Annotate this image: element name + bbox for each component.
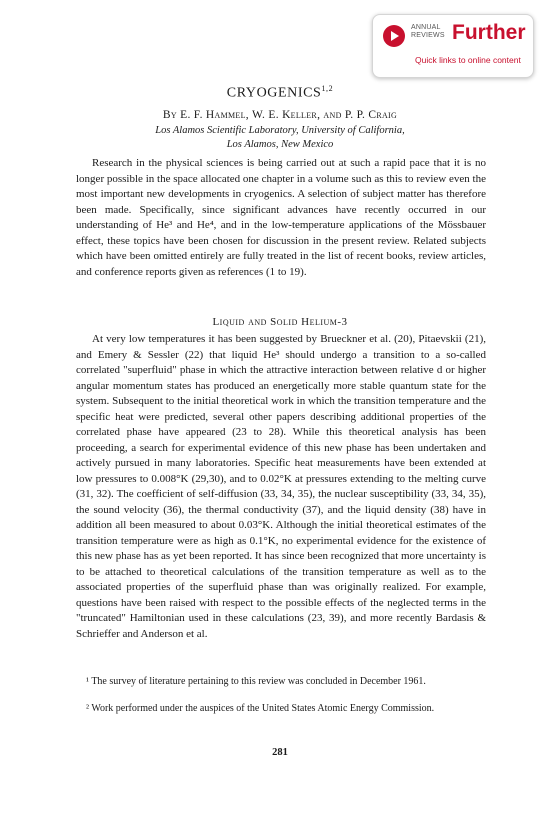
footnote-2: ² Work performed under the auspices of the United States Atomic Energy Commission.: [86, 703, 435, 714]
authors: By E. F. Hammel, W. E. Keller, and P. P. Craig: [162, 109, 398, 121]
affiliation: Los Alamos Scientific Laboratory, University of California,: [155, 125, 405, 136]
annual-reviews-logo: ANNUAL REVIEWS: [411, 24, 445, 39]
footnote-1: ¹ The survey of literature pertaining to this review was concluded in December 1961.: [86, 676, 426, 687]
play-icon: [383, 25, 405, 47]
title-footnote-marks: 1,2: [321, 84, 334, 93]
further-subtitle: Quick links to online content: [415, 55, 521, 65]
page-number: 281: [272, 747, 288, 758]
article-title: CRYOGENICS$^{1,2}$: [226, 84, 334, 101]
intro-paragraph: Research in the physical sciences is being carried out at such a rapid pace that it is no longer possible in the space allocated one chapter in a volume such as this to review even the most important new developments in cryogenics. A selection of subject matter has therefore been made. Specifically, since significant advances have recently occurred in our understanding of He³ and He⁴, and in the low-temperature applications of the Mössbauer effect, these topics have been chosen for discussion in the present review. Related subjects which have been omitted entirely are fully treated in the list of recent books, review articles, and conference reports given as references (1 to 19).: [76, 157, 486, 278]
section-heading: Liquid and Solid Helium-3: [212, 316, 348, 328]
body-paragraph: At very low temperatures it has been suggested by Brueckner et al. (20), Pitaevskii (21), and Emery & Sessler (22) that liquid He³ should undergo a transition to a so-called correlated "superfluid" phase in which the attractive interaction between relative d or higher angular momentum states has produced an energetically more stable quantum state for the system. Subsequent to the initial theoretical work in which the transition temperature and the specific heat were predicted, several other papers describing additional properties of the correlated phase have appeared (23 to 28). While this theoretical analysis has been proceeding, a search for experimental evidence of this new phase has been undertaken and actively pursued in many laboratories. Specific heat measurements have been extended at low pressures to 0.008°K (29,30), and to 0.02°K at pressures extending to the melting curve (31, 32). The coefficient of self-diffusion (33, 34, 35), the nuclear susceptibility (33, 34, 35), the sound velocity (36), the thermal conductivity (37), and the liquid density (38) have in addition all been measured to about 0.03°K. Although the initial theoretical estimates of the transition temperature were as high as 0.1°K, no experimental evidence for the existence of this new phase has as yet been reported. It has since been recognized that more uncertainty is to be attached to theoretical calculations of the transition temperature as well as to the associated properties of the superfluid phase than was originally realized. For example, questions have been raised with respect to the possible effects of the neglected terms in the "truncated" Hamiltonian used in these calculations (23, 39), and more recently Bardasis & Schrieffer and Anderson et al.: [76, 333, 486, 640]
affiliation-location: Los Alamos, New Mexico: [226, 139, 334, 150]
further-badge[interactable]: [372, 14, 534, 78]
further-label: Further: [452, 21, 526, 44]
